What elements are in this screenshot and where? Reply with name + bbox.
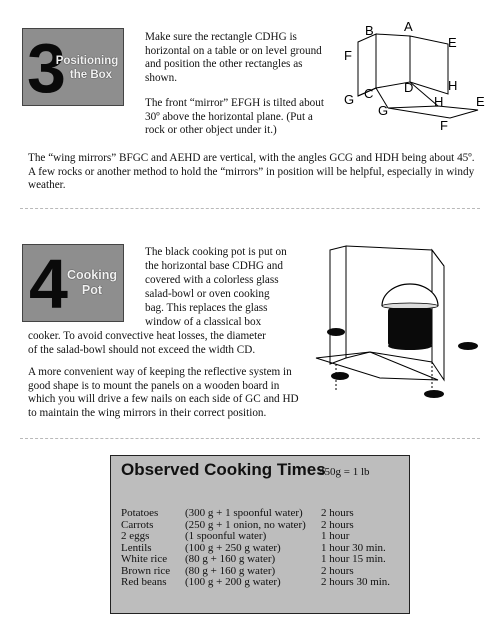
diagram-label-g2: G [378, 103, 389, 118]
diagram-label-c: C [364, 86, 374, 101]
ingredients-cell: (100 g + 200 g water) [185, 576, 281, 588]
ingredients-cell: (100 g + 250 g water) [185, 541, 281, 554]
food-name-cell: Brown rice [121, 564, 171, 577]
cooking-time-cell: 1 hour [321, 530, 350, 542]
diagram-label-f1: F [344, 48, 352, 63]
food-name-cell: 2 eggs [121, 530, 150, 542]
table-row [121, 531, 390, 543]
food-name-cell: White rice [121, 553, 168, 565]
table-row [121, 577, 390, 589]
cooking-pot-diagram [310, 240, 490, 420]
step-4-p1-line7: cooker. To avoid convective heat losses, the diameter [28, 330, 266, 342]
cooking-time-cell: 2 hours 30 min. [321, 576, 391, 588]
step-3-paragraph-1: Make sure the rectangle CDHG is horizontal on a table or on level ground and position the other rectangles as shown. [145, 31, 322, 84]
table-row [121, 508, 390, 520]
step-4-p1-line3: covered with a colorless glass [145, 274, 279, 286]
diagram-label-b: B [365, 23, 374, 38]
unit-conversion-note: 450g = 1 lb [319, 466, 370, 478]
food-name-cell: Red beans [121, 576, 167, 588]
step-4-p1-line5: bag. This replaces the glass [145, 302, 268, 314]
step-4-label-line1: Cooking [67, 268, 117, 282]
table-row [121, 554, 390, 566]
cooking-time-cell: 2 hours [321, 507, 354, 519]
diagram-label-g1: G [344, 92, 355, 107]
section-divider-1 [20, 208, 480, 209]
step-3-label-line1: Positioning [55, 55, 119, 67]
step-4-p1-line4: salad-bowl or oven cooking [145, 288, 270, 300]
step-3-number: 3 [27, 29, 66, 107]
cooking-time-cell: 2 hours [321, 518, 354, 531]
diagram-label-h2: H [434, 94, 444, 109]
step-4-p1-line6: window of a classical box [145, 316, 262, 328]
cooking-times-box [110, 455, 410, 614]
step-4-paragraph-2: A more convenient way of keeping the reflective system in good shape is to mount the panels on a wooden board in which you will drive a few nails on each side of GC and HD to maintain the wing mirrors in their correct position. [28, 366, 299, 419]
diagram-label-e2: E [476, 94, 485, 109]
ingredients-cell: (80 g + 160 g water) [185, 564, 276, 577]
ingredients-cell: (80 g + 160 g water) [185, 553, 276, 565]
step-3-paragraph-3: The “wing mirrors” BFGC and AEHD are vertical, with the angles GCG and HDH being about 45º. A few rocks or another method to hold the “mirrors” in position will be helpful, especially in windy weather. [28, 152, 475, 192]
cooking-times-table [121, 508, 390, 589]
step-4-badge [22, 244, 124, 322]
cooking-times-title: Observed Cooking Times [121, 460, 326, 479]
diagram-label-e1: E [448, 35, 457, 50]
diagram-label-f2: F [440, 118, 448, 133]
step-4-p1-line1: The black cooking pot is put on [145, 246, 287, 258]
cooking-time-cell: 1 hour 30 min. [321, 541, 386, 554]
step-3-label-line2: the Box [69, 69, 113, 81]
step-4-p1-line2: the horizontal base CDHG and [145, 260, 283, 272]
food-name-cell: Lentils [121, 541, 152, 554]
mirror-arrangement-diagram [338, 18, 488, 136]
diagram-label-d: D [404, 80, 414, 95]
cooking-time-cell: 1 hour 15 min. [321, 553, 386, 565]
step-3-badge [22, 28, 124, 106]
section-divider-2 [20, 438, 480, 439]
ingredients-cell: (1 spoonful water) [185, 530, 267, 542]
food-name-cell: Potatoes [121, 507, 159, 519]
step-4-number: 4 [29, 245, 68, 323]
cooking-time-cell: 2 hours [321, 564, 354, 577]
step-4-p1-line8: of the salad-bowl should not exceed the width CD. [28, 344, 256, 356]
food-name-cell: Carrots [121, 518, 154, 531]
diagram-label-h1: H [448, 78, 458, 93]
step-3-paragraph-2: The front “mirror” EFGH is tilted about 30º above the horizontal plane. (Put a rock or other object under it.) [145, 97, 324, 137]
ingredients-cell: (250 g + 1 onion, no water) [185, 518, 306, 531]
ingredients-cell: (300 g + 1 spoonful water) [185, 507, 303, 519]
diagram-label-a: A [404, 19, 413, 34]
step-4-label-line2: Pot [81, 283, 103, 297]
